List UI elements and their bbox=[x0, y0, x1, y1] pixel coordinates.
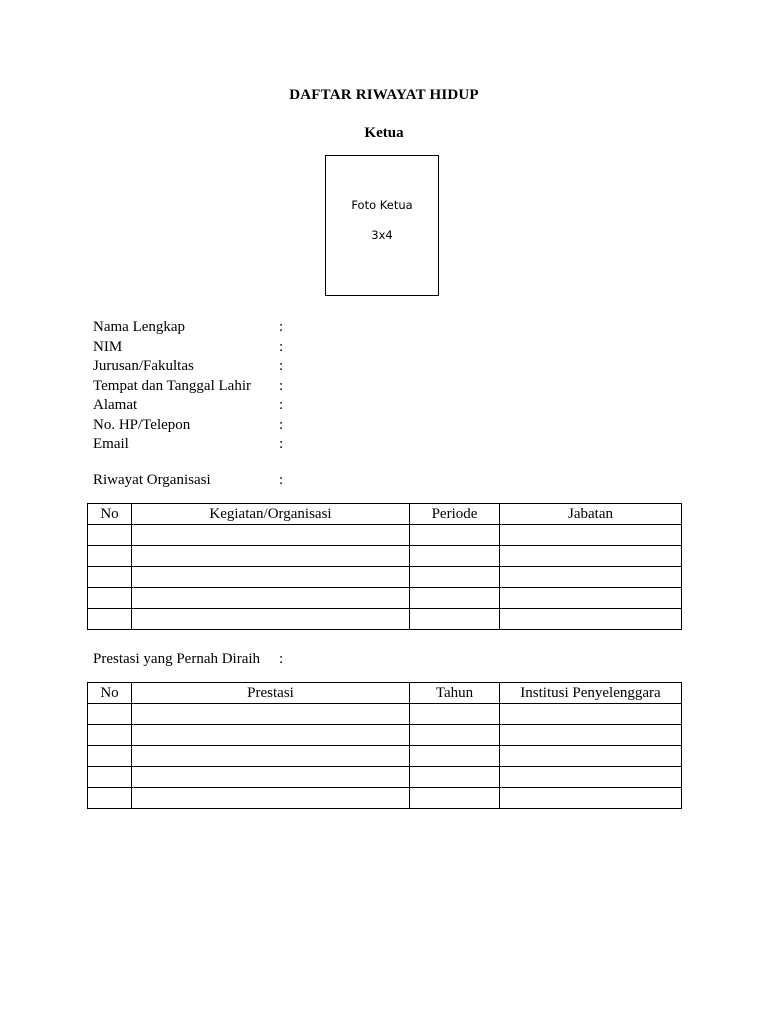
table-cell bbox=[88, 767, 132, 788]
table-cell bbox=[88, 525, 132, 546]
table-cell bbox=[500, 767, 682, 788]
table-cell bbox=[500, 704, 682, 725]
table-row bbox=[88, 546, 682, 567]
photo-size-caption: 3x4 bbox=[371, 228, 393, 242]
table-cell bbox=[132, 704, 410, 725]
field-colon: : bbox=[279, 358, 284, 374]
field-colon: : bbox=[279, 338, 284, 355]
table-cell bbox=[88, 725, 132, 746]
field-label: No. HP/Telepon bbox=[93, 416, 191, 433]
field-colon: : bbox=[279, 416, 284, 433]
table-cell bbox=[88, 704, 132, 725]
table-cell bbox=[410, 788, 500, 809]
table-row bbox=[88, 588, 682, 609]
table-header-row bbox=[88, 504, 682, 525]
table-cell bbox=[132, 746, 410, 767]
table-row bbox=[88, 725, 682, 746]
table-cell bbox=[500, 588, 682, 609]
table-row bbox=[88, 567, 682, 588]
table-cell bbox=[88, 567, 132, 588]
column-header: Prestasi bbox=[132, 683, 410, 704]
field-label: Alamat bbox=[93, 397, 138, 413]
document-subtitle: Ketua bbox=[364, 125, 404, 141]
table-cell bbox=[410, 704, 500, 725]
field-row-ttl bbox=[93, 377, 289, 397]
photo-placeholder-box bbox=[325, 155, 439, 296]
table-cell bbox=[500, 567, 682, 588]
organisasi-section-label bbox=[93, 472, 289, 489]
section-label: Prestasi yang Pernah Diraih bbox=[93, 651, 261, 667]
table-cell bbox=[132, 588, 410, 609]
table-row bbox=[88, 788, 682, 809]
table-cell bbox=[500, 725, 682, 746]
table-cell bbox=[410, 567, 500, 588]
column-header: Kegiatan/Organisasi bbox=[132, 504, 410, 525]
table-cell bbox=[410, 525, 500, 546]
table-row bbox=[88, 767, 682, 788]
prestasi-table bbox=[87, 682, 682, 809]
table-cell bbox=[410, 588, 500, 609]
field-colon: : bbox=[279, 397, 284, 413]
table-cell bbox=[88, 546, 132, 567]
field-colon: : bbox=[279, 436, 284, 452]
table-cell bbox=[132, 567, 410, 588]
prestasi-section-label bbox=[93, 651, 289, 668]
column-header: No bbox=[88, 683, 132, 704]
table-cell bbox=[132, 725, 410, 746]
field-row-alamat bbox=[93, 396, 289, 416]
personal-info-fields bbox=[93, 318, 289, 455]
table-row bbox=[88, 525, 682, 546]
table-cell bbox=[88, 746, 132, 767]
table-cell bbox=[410, 746, 500, 767]
table-cell bbox=[132, 525, 410, 546]
section-label: Riwayat Organisasi bbox=[93, 472, 211, 488]
table-row bbox=[88, 704, 682, 725]
table-cell bbox=[500, 546, 682, 567]
field-row-nim bbox=[93, 338, 289, 358]
field-label: Email bbox=[93, 436, 129, 452]
document-title: DAFTAR RIWAYAT HIDUP bbox=[289, 87, 479, 103]
table-cell bbox=[500, 609, 682, 630]
field-colon: : bbox=[279, 377, 284, 394]
table-cell bbox=[132, 609, 410, 630]
table-cell bbox=[88, 788, 132, 809]
field-row-telepon bbox=[93, 416, 289, 436]
field-label: Tempat dan Tanggal Lahir bbox=[93, 377, 251, 394]
table-cell bbox=[132, 788, 410, 809]
table-cell bbox=[500, 746, 682, 767]
field-label: Nama Lengkap bbox=[93, 319, 186, 335]
field-label: Jurusan/Fakultas bbox=[93, 358, 194, 374]
table-cell bbox=[132, 767, 410, 788]
column-header: Institusi Penyelenggara bbox=[500, 683, 682, 704]
field-row-jurusan bbox=[93, 357, 289, 377]
column-header: Jabatan bbox=[500, 504, 682, 525]
organisasi-table bbox=[87, 503, 682, 630]
column-header: No bbox=[88, 504, 132, 525]
table-cell bbox=[88, 588, 132, 609]
table-cell bbox=[500, 788, 682, 809]
field-row-nama bbox=[93, 318, 289, 338]
table-cell bbox=[500, 525, 682, 546]
table-cell bbox=[88, 609, 132, 630]
table-cell bbox=[410, 609, 500, 630]
column-header: Tahun bbox=[410, 683, 500, 704]
section-colon: : bbox=[279, 472, 284, 488]
table-cell bbox=[132, 546, 410, 567]
table-row bbox=[88, 609, 682, 630]
table-cell bbox=[410, 546, 500, 567]
field-colon: : bbox=[279, 319, 284, 335]
field-row-email bbox=[93, 435, 289, 455]
column-header: Periode bbox=[410, 504, 500, 525]
photo-caption: Foto Ketua bbox=[351, 198, 413, 212]
section-colon: : bbox=[279, 651, 284, 667]
table-header-row bbox=[88, 683, 682, 704]
table-row bbox=[88, 746, 682, 767]
table-cell bbox=[410, 767, 500, 788]
field-label: NIM bbox=[93, 338, 123, 355]
table-cell bbox=[410, 725, 500, 746]
